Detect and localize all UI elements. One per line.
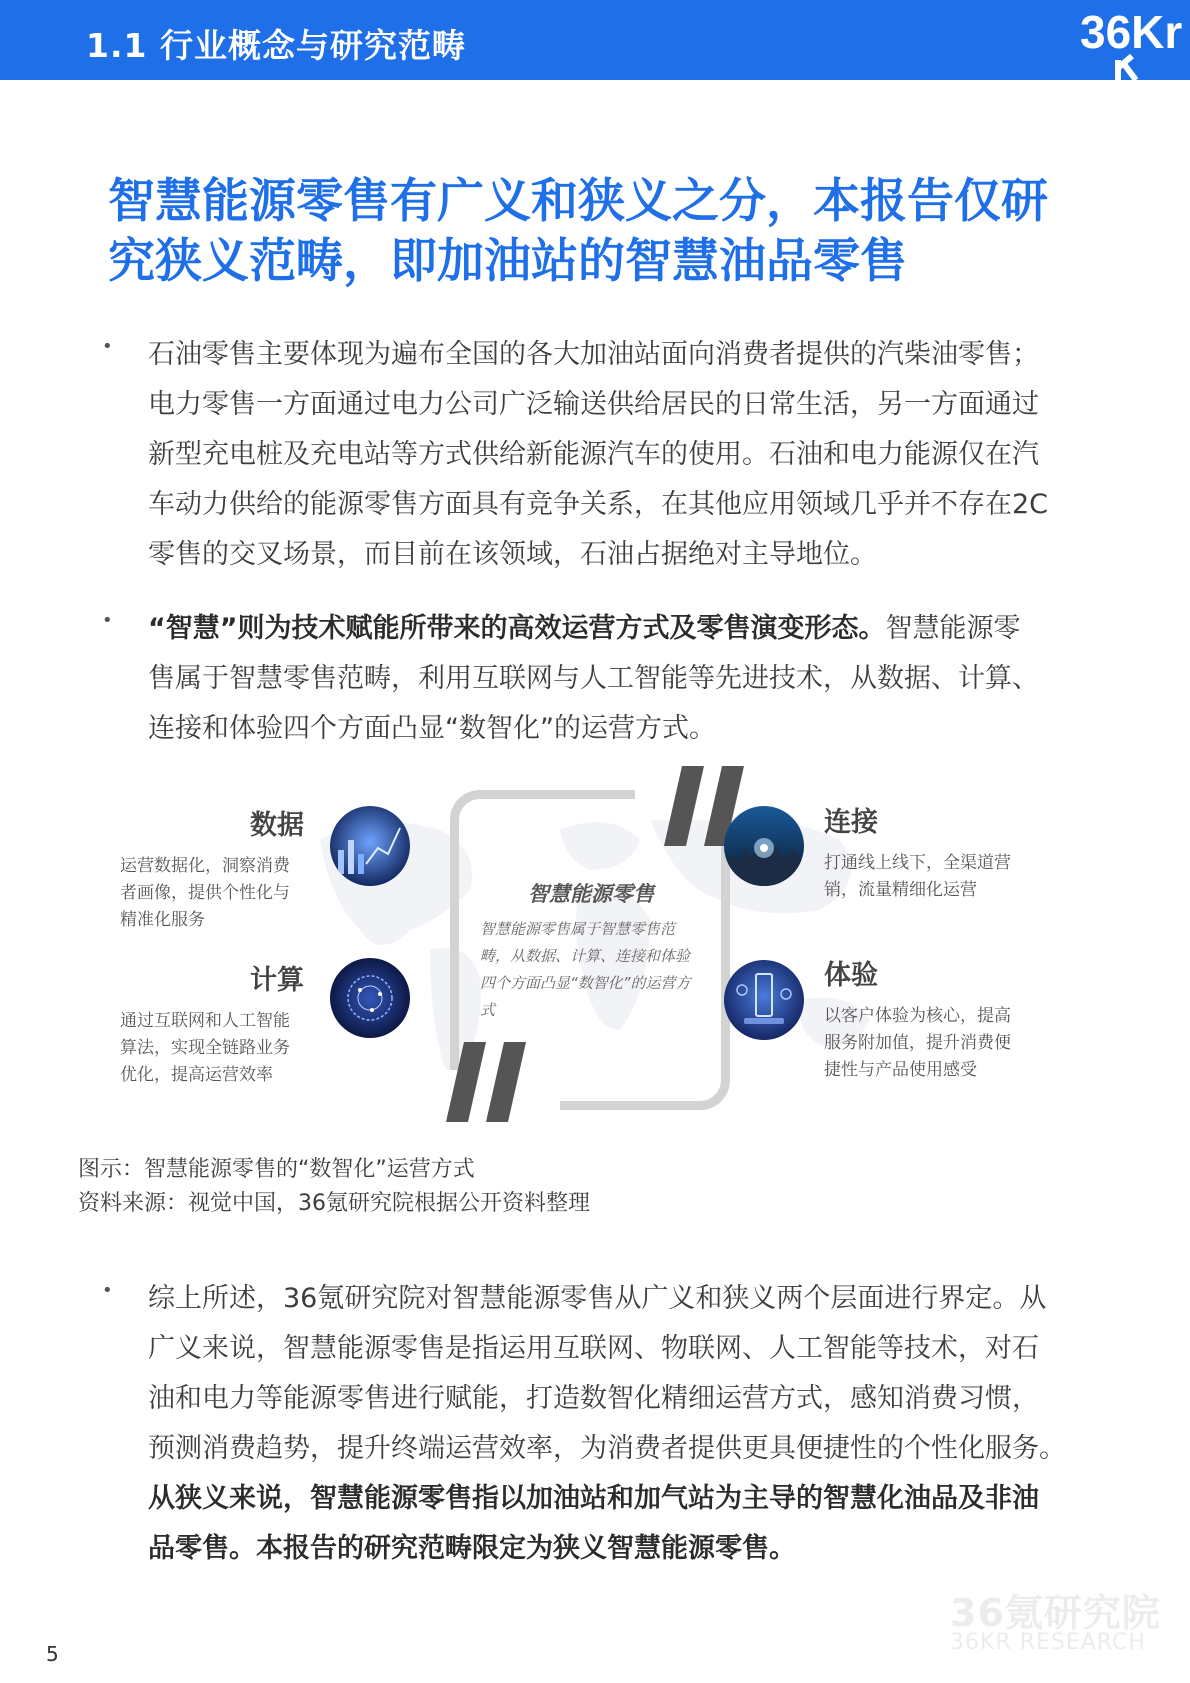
- digital-ops-diagram: [60, 770, 1140, 1130]
- p3-line: 油和电力等能源零售进行赋能，打造数智化精细运营方式，感知消费习惯，: [148, 1383, 1039, 1414]
- p2-line: 连接和体验四个方面凸显“数智化”的运营方式。: [148, 713, 716, 744]
- feature-data-desc: 运营数据化，洞察消费者画像，提供个性化与精准化服务: [120, 856, 290, 930]
- data-chart-icon: [330, 806, 410, 886]
- p1-line: 车动力供给的能源零售方面具有竞争关系，在其他应用领域几乎并不存在2C: [148, 489, 1049, 520]
- p1-line: 电力零售一方面通过电力公司广泛输送供给居民的日常生活，另一方面通过: [148, 389, 1039, 420]
- p2-line: 售属于智慧零售范畴，利用互联网与人工智能等先进技术，从数据、计算、: [148, 663, 1039, 694]
- feature-compute-desc: 通过互联网和人工智能算法，实现全链路业务优化，提高运营效率: [120, 1011, 290, 1085]
- paragraph-1: [148, 330, 1088, 580]
- p1-line: 新型充电桩及充电站等方式供给新能源汽车的使用。石油和电力能源仅在汽: [148, 439, 1039, 470]
- figure-caption: 图示：智慧能源零售的“数智化”运营方式: [78, 1157, 475, 1182]
- 36kr-logo: [1040, 0, 1190, 80]
- p2-bold: “智慧”则为技术赋能所带来的高效运营方式及零售演变形态。: [148, 613, 886, 644]
- feature-experience-desc: 以客户体验为核心，提高服务附加值，提升消费便捷性与产品使用感受: [824, 1006, 1011, 1080]
- paragraph-3: [148, 1274, 1108, 1574]
- p2-line-first: [148, 604, 1088, 654]
- feature-connect-desc: 打通线上线下，全渠道营销，流量精细化运营: [824, 853, 1011, 900]
- compute-image: [330, 958, 410, 1038]
- p3-line: 广义来说，智慧能源零售是指运用互联网、物联网、人工智能等技术，对石: [148, 1333, 1039, 1364]
- feature-connect-title: 连接: [824, 807, 878, 838]
- feature-compute-title: 计算: [250, 965, 304, 996]
- watermark-en: 36KR RESEARCH: [950, 1630, 1146, 1655]
- p1-line: 石油零售主要体现为遍布全国的各大加油站面向消费者提供的汽柴油零售；: [148, 339, 1039, 370]
- p1-line: 零售的交叉场景，而目前在该领域，石油占据绝对主导地位。: [148, 539, 877, 570]
- page-number: 5: [46, 1642, 59, 1666]
- bullet-2: •: [102, 610, 113, 631]
- center-description: 智慧能源零售属于智慧零售范畴，从数据、计算、连接和体验四个方面凸显“数智化”的运营方式: [480, 920, 691, 1019]
- p2-rest: 智慧能源零: [885, 613, 1021, 644]
- city-network-icon: [724, 806, 804, 886]
- p3-line: 综上所述，36氪研究院对智慧能源零售从广义和狭义两个层面进行界定。从: [148, 1283, 1047, 1314]
- p3-bold-line: 从狭义来说，智慧能源零售指以加油站和加气站为主导的智慧化油品及非油: [148, 1483, 1039, 1514]
- feature-experience-title: 体验: [824, 960, 878, 991]
- p3-line: 预测消费趋势，提升终端运营效率，为消费者提供更具便捷性的个性化服务。: [148, 1433, 1066, 1464]
- bullet-3: •: [102, 1280, 113, 1301]
- quote-mark-icon: [442, 1042, 532, 1122]
- watermark-cn: 36氪研究院: [950, 1591, 1161, 1635]
- headline-line-1: 智慧能源零售有广义和狭义之分，本报告仅研: [108, 174, 1048, 229]
- section-title: 1.1 行业概念与研究范畴: [86, 26, 466, 65]
- center-title: 智慧能源零售: [528, 882, 654, 906]
- source-caption: 资料来源：视觉中国，36氪研究院根据公开资料整理: [78, 1191, 590, 1216]
- brain-network-icon: [330, 958, 410, 1038]
- experience-image: [724, 960, 804, 1040]
- headline-line-2: 究狭义范畴，即加油站的智慧油品零售: [108, 234, 907, 289]
- logo-text: 36Kr: [1080, 6, 1183, 58]
- data-image: [330, 806, 410, 886]
- p3-bold-line: 品零售。本报告的研究范畴限定为狭义智慧能源零售。: [148, 1533, 796, 1564]
- smart-device-icon: [724, 960, 804, 1040]
- headline: [108, 172, 1108, 292]
- connect-image: [724, 806, 804, 886]
- bullet-1: •: [102, 336, 113, 357]
- paragraph-2: [148, 604, 1088, 754]
- feature-data-title: 数据: [250, 810, 304, 841]
